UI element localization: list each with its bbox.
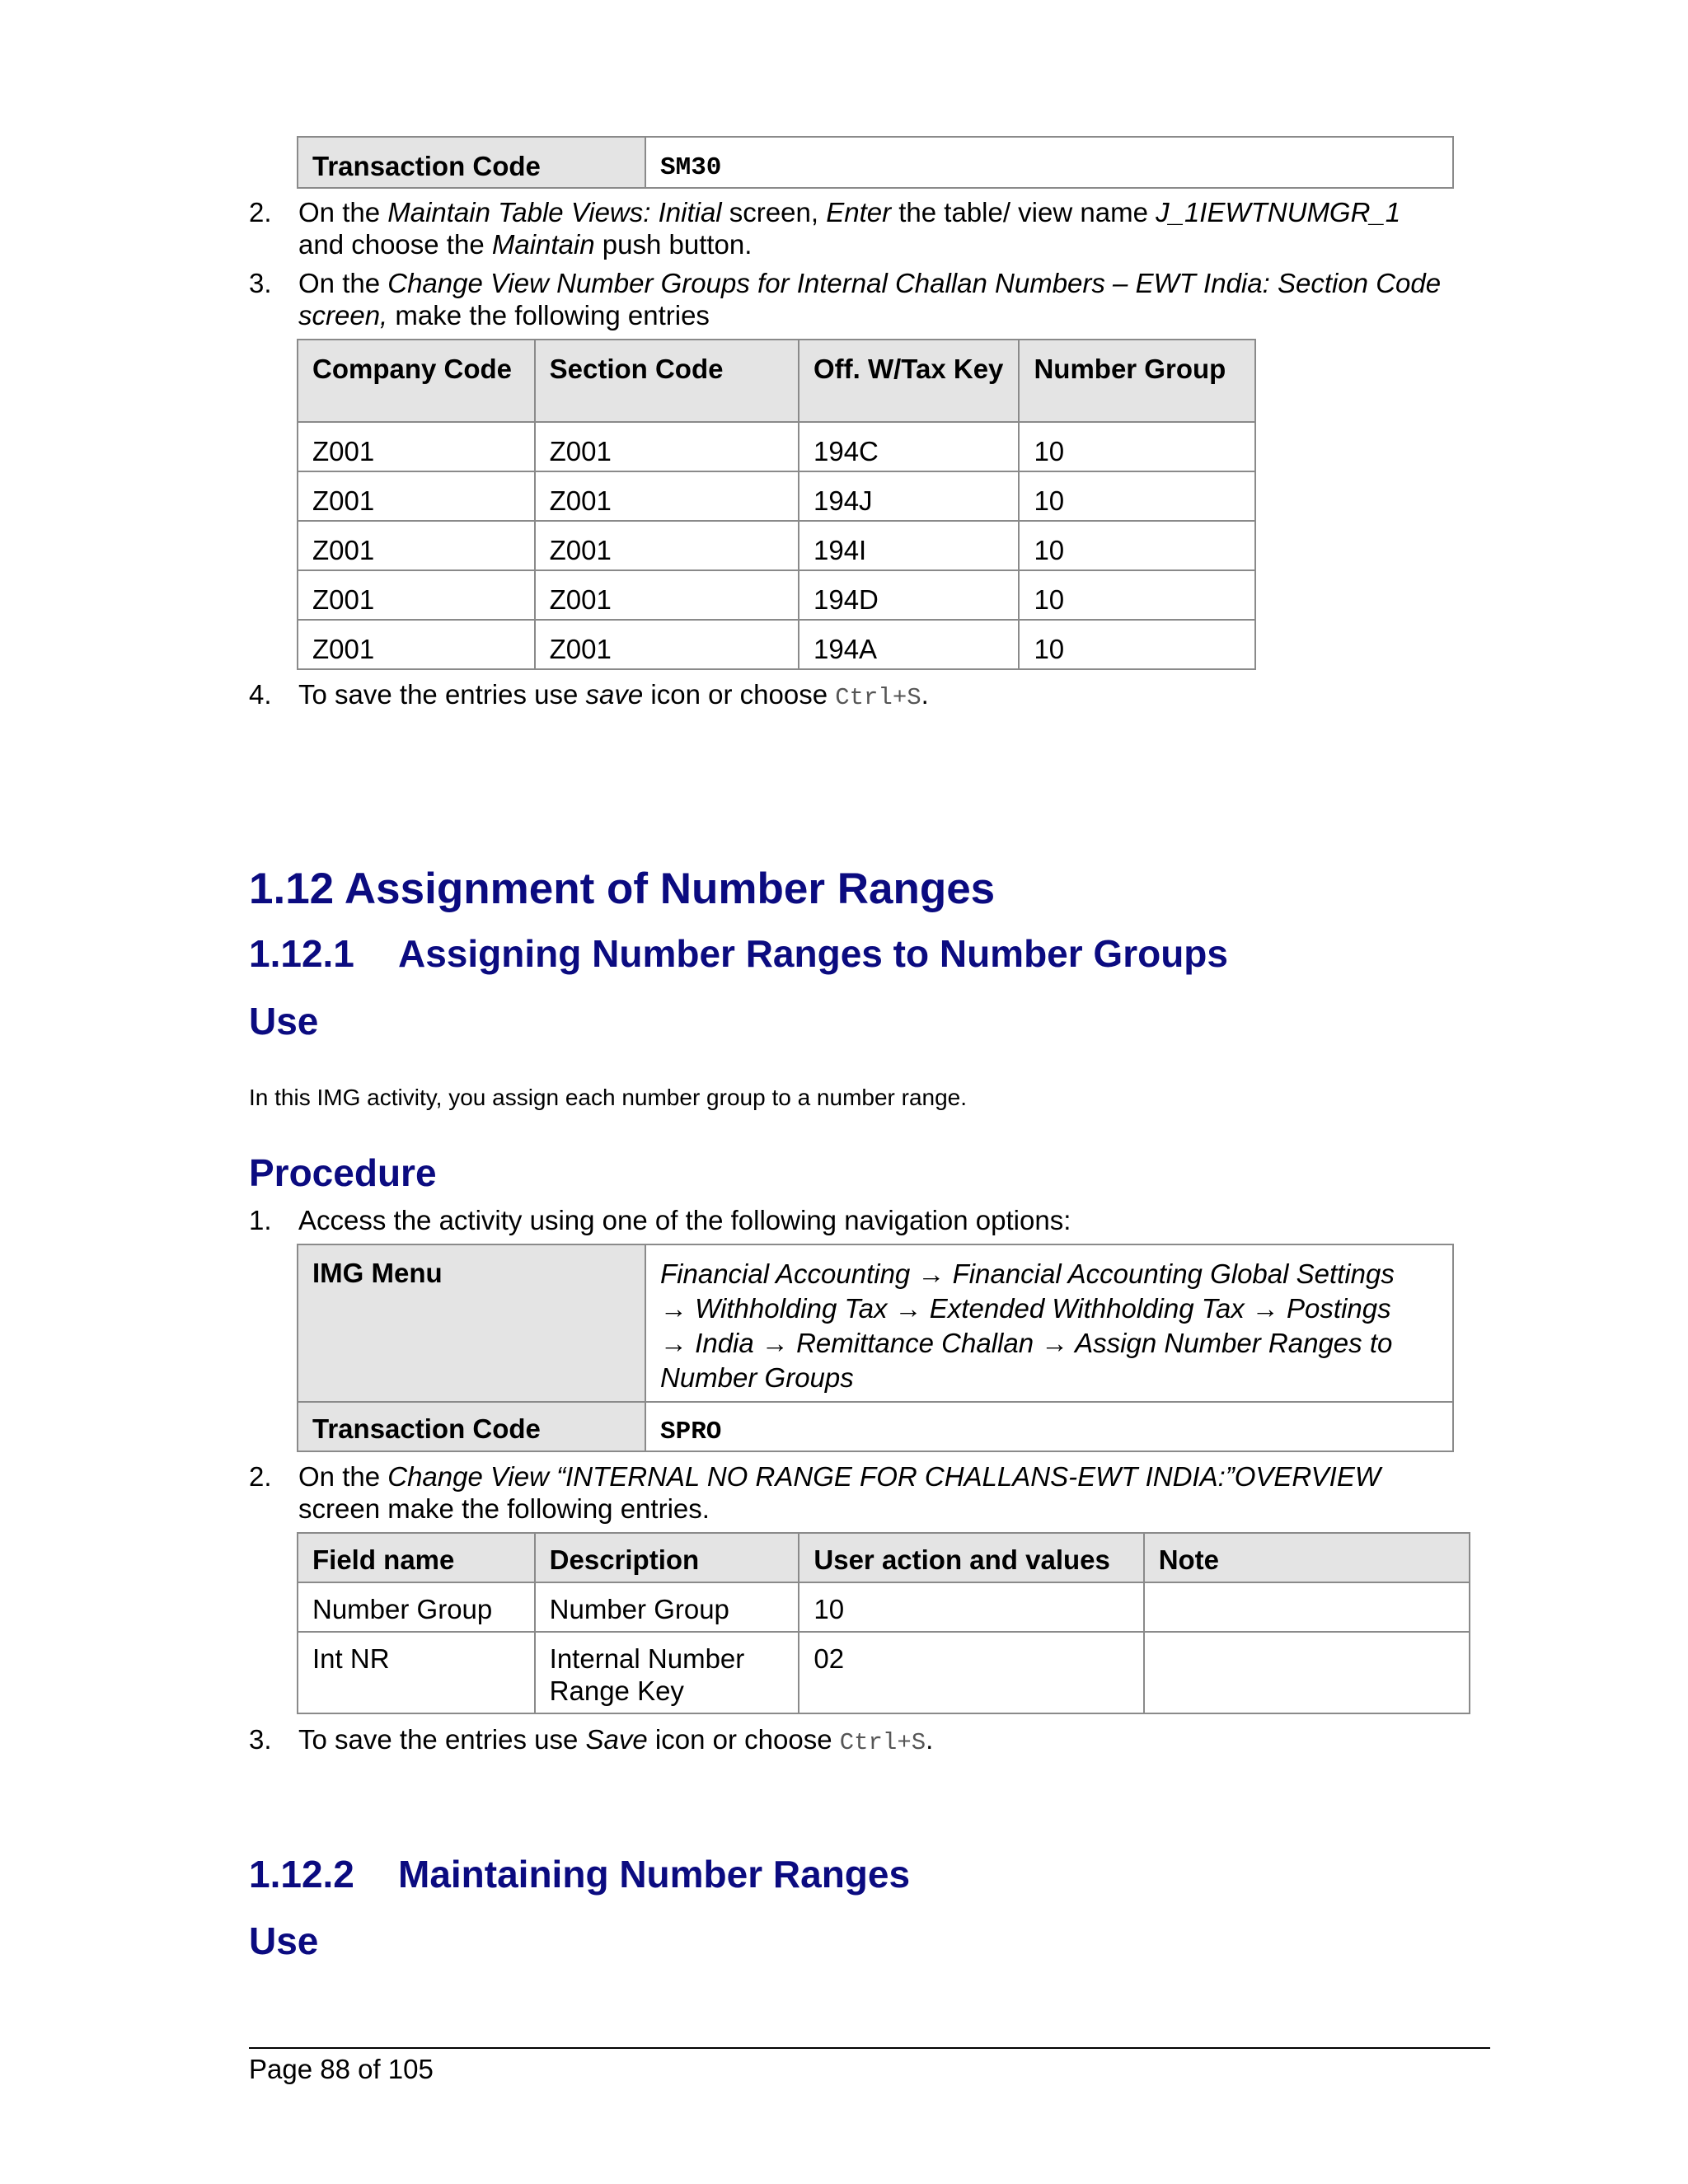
table-cell: 10 <box>1019 422 1255 471</box>
table-cell: Z001 <box>535 471 799 521</box>
step-number: 3. <box>249 1724 272 1755</box>
column-header: User action and values <box>799 1533 1143 1582</box>
img-menu-label: IMG Menu <box>298 1244 645 1402</box>
column-header: Off. W/Tax Key <box>799 340 1019 422</box>
transaction-code-table <box>297 136 1454 189</box>
field-values-table <box>297 1532 1470 1714</box>
table-cell: 10 <box>799 1582 1143 1632</box>
column-header: Note <box>1144 1533 1470 1582</box>
step-number: 2. <box>249 197 272 227</box>
table-header-row <box>298 340 1255 422</box>
table-cell: Number Group <box>535 1582 799 1632</box>
procedure-step-1-text: Access the activity using one of the following navigation options: <box>298 1205 1071 1235</box>
section-heading: 1.12 Assignment of Number Ranges <box>249 865 996 913</box>
table-cell: Z001 <box>298 620 535 669</box>
navigation-options-table <box>297 1244 1454 1452</box>
procedure-heading: Procedure <box>249 1151 437 1194</box>
transaction-code-label: Transaction Code <box>298 1402 645 1451</box>
step-4-text: To save the entries use save icon or choose Ctrl+S. <box>298 679 929 711</box>
step-number: 4. <box>249 679 272 710</box>
column-header: Section Code <box>535 340 799 422</box>
table-cell: 10 <box>1019 570 1255 620</box>
step-number: 3. <box>249 268 272 298</box>
table-cell: Z001 <box>535 570 799 620</box>
table-cell: Z001 <box>298 570 535 620</box>
step-number: 1. <box>249 1205 272 1235</box>
table-cell <box>1144 1582 1470 1632</box>
transaction-code-label: Transaction Code <box>298 137 645 188</box>
table-cell: Number Group <box>298 1582 535 1632</box>
table-cell: Int NR <box>298 1632 535 1713</box>
img-menu-path: Financial Accounting → Financial Accounting Global Settings → Withholding Tax → Extended Withholding Tax → Postings → India → Remittance Challan → Assign Number Ranges to Number Groups <box>645 1244 1453 1402</box>
step-number: 2. <box>249 1461 272 1492</box>
table-cell: Z001 <box>298 422 535 471</box>
column-header: Company Code <box>298 340 535 422</box>
footer-divider <box>249 2047 1490 2049</box>
table-cell: 194J <box>799 471 1019 521</box>
step-2-text: On the Maintain Table Views: Initial screen, Enter the table/ view name J_1IEWTNUMGR_1 and choose the Maintain push button. <box>298 197 1401 260</box>
column-header: Description <box>535 1533 799 1582</box>
table-cell <box>1144 1632 1470 1713</box>
transaction-code-value: SM30 <box>660 153 722 182</box>
table-cell: Z001 <box>535 422 799 471</box>
procedure-step-2-text: On the Change View “INTERNAL NO RANGE FOR CHALLANS-EWT INDIA:”OVERVIEW screen make the following entries. <box>298 1461 1381 1524</box>
table-cell: Z001 <box>535 620 799 669</box>
use-heading: Use <box>249 1919 319 1962</box>
table-cell: Z001 <box>298 471 535 521</box>
table-cell: 02 <box>799 1632 1143 1713</box>
step-3-text: On the Change View Number Groups for Internal Challan Numbers – EWT India: Section Code screen, make the following entries <box>298 268 1442 330</box>
table-row <box>298 521 1255 570</box>
table-cell: Internal Number Range Key <box>535 1632 799 1713</box>
table-header-row <box>298 1533 1470 1582</box>
table-row <box>298 1582 1470 1632</box>
subsection-heading: 1.12.2 Maintaining Number Ranges <box>249 1853 911 1896</box>
table-cell: 10 <box>1019 471 1255 521</box>
table-cell: 194C <box>799 422 1019 471</box>
column-header: Number Group <box>1019 340 1255 422</box>
table-row <box>298 1632 1470 1713</box>
column-header: Field name <box>298 1533 535 1582</box>
subsection-heading: 1.12.1 Assigning Number Ranges to Number Groups <box>249 932 1228 975</box>
table-row <box>298 570 1255 620</box>
table-cell: 10 <box>1019 521 1255 570</box>
table-row <box>298 471 1255 521</box>
transaction-code-value: SPRO <box>660 1418 722 1446</box>
table-cell: Z001 <box>298 521 535 570</box>
table-row <box>298 422 1255 471</box>
procedure-step-3-text: To save the entries use Save icon or choose Ctrl+S. <box>298 1724 934 1756</box>
entries-table <box>297 339 1256 670</box>
use-heading: Use <box>249 1000 319 1043</box>
use-description: In this IMG activity, you assign each number group to a number range. <box>249 1085 968 1110</box>
table-cell: 194I <box>799 521 1019 570</box>
table-row <box>298 620 1255 669</box>
table-cell: Z001 <box>535 521 799 570</box>
table-cell: 194A <box>799 620 1019 669</box>
page-number: Page 88 of 105 <box>249 2054 434 2084</box>
table-cell: 10 <box>1019 620 1255 669</box>
table-cell: 194D <box>799 570 1019 620</box>
